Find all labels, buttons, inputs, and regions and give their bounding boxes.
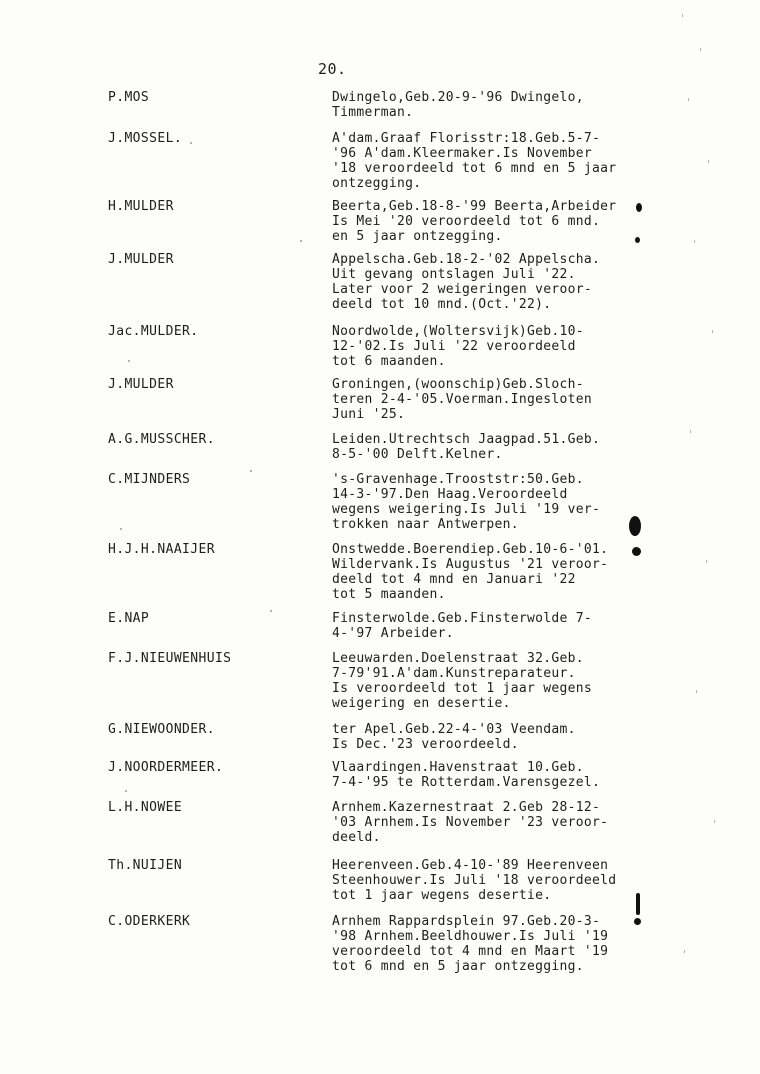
scan-speck <box>120 528 122 530</box>
scan-speck <box>700 48 701 51</box>
scan-speck <box>128 360 130 362</box>
entry-description <box>332 432 600 462</box>
scan-speck <box>714 820 715 823</box>
description-line: Leiden.Utrechtsch Jaagpad.51.Geb. <box>332 432 601 447</box>
scan-speck <box>696 690 697 693</box>
description-line: Arnhem.Kazernestraat 2.Geb 28-12- <box>332 800 601 815</box>
binding-mark <box>632 547 641 556</box>
description-line: Arnhem Rappardsplein 97.Geb.20-3- <box>332 914 601 929</box>
description-line: Juni '25. <box>332 407 406 422</box>
scan-speck <box>125 790 127 792</box>
description-line: Leeuwarden.Doelenstraat 32.Geb. <box>332 651 584 666</box>
description-line: Timmerman. <box>332 105 414 120</box>
description-line: Onstwedde.Boerendiep.Geb.10-6-'01. <box>332 542 609 557</box>
description-line: teren 2-4-'05.Voerman.Ingesloten <box>332 392 593 407</box>
description-line: deeld tot 4 mnd en Januari '22 <box>332 572 576 587</box>
entry-description <box>332 722 576 752</box>
entry-description <box>332 131 616 191</box>
description-line: Finsterwolde.Geb.Finsterwolde 7- <box>332 611 593 626</box>
scan-speck <box>706 560 707 563</box>
entry-description <box>332 914 608 974</box>
scan-speck <box>694 240 695 243</box>
description-line: Appelscha.Geb.18-2-'02 Appelscha. <box>332 252 601 267</box>
scan-speck <box>682 14 683 17</box>
entry-name: Th.NUIJEN <box>108 858 183 873</box>
scan-speck <box>708 160 709 163</box>
description-line: Groningen,(woonschip)Geb.Sloch- <box>332 377 584 392</box>
description-line: 14-3-'97.Den Haag.Veroordeeld <box>332 487 568 502</box>
description-line: wegens weigering.Is Juli '19 ver- <box>332 502 601 517</box>
description-line: Vlaardingen.Havenstraat 10.Geb. <box>332 760 584 775</box>
entry-name: A.G.MUSSCHER. <box>108 432 215 447</box>
scan-speck <box>250 470 252 472</box>
entry-name: J.NOORDERMEER. <box>108 760 224 775</box>
entry-description <box>332 760 600 790</box>
description-line: Dwingelo,Geb.20-9-'96 Dwingelo, <box>332 90 584 105</box>
binding-mark <box>636 893 640 915</box>
entry-description <box>332 472 600 532</box>
entry-name: E.NAP <box>108 611 150 626</box>
description-line: tot 1 jaar wegens desertie. <box>332 888 552 903</box>
description-line: deeld tot 10 mnd.(Oct.'22). <box>332 297 552 312</box>
entry-description <box>332 800 608 845</box>
binding-mark <box>634 918 641 925</box>
scan-speck <box>712 330 713 333</box>
entry-name: Jac.MULDER. <box>108 324 199 339</box>
scan-speck <box>690 430 691 433</box>
binding-mark <box>629 516 641 536</box>
entry-description <box>332 252 600 312</box>
binding-mark <box>635 237 640 243</box>
description-line: Later voor 2 weigeringen veroor- <box>332 282 593 297</box>
description-line: trokken naar Antwerpen. <box>332 517 519 532</box>
entry-name: J.MULDER <box>108 252 174 267</box>
scan-speck <box>190 142 192 144</box>
scan-speck <box>688 98 689 101</box>
scan-speck <box>300 240 302 242</box>
entry-name: C.ODERKERK <box>108 914 191 929</box>
entry-description <box>332 324 584 369</box>
entry-name: G.NIEWOONDER. <box>108 722 215 737</box>
description-line: 7-4-'95 te Rotterdam.Varensgezel. <box>332 775 601 790</box>
description-line: Is veroordeeld tot 1 jaar wegens <box>332 681 593 696</box>
description-line: Heerenveen.Geb.4-10-'89 Heerenveen <box>332 858 609 873</box>
description-line: Beerta,Geb.18-8-'99 Beerta,Arbeider <box>332 199 617 214</box>
entry-name: H.J.H.NAAIJER <box>108 542 215 557</box>
description-line: Is Mei '20 veroordeeld tot 6 mnd. <box>332 214 601 229</box>
entry-description <box>332 199 616 244</box>
entry-description <box>332 611 592 641</box>
entry-description <box>332 858 616 903</box>
scan-speck <box>270 610 272 612</box>
entry-name: F.J.NIEUWENHUIS <box>108 651 232 666</box>
description-line: Steenhouwer.Is Juli '18 veroordeeld <box>332 873 617 888</box>
description-line: 12-'02.Is Juli '22 veroordeeld <box>332 339 576 354</box>
entry-name: J.MULDER <box>108 377 174 392</box>
description-line: '03 Arnhem.Is November '23 veroor- <box>332 815 609 830</box>
page-number: 20. <box>318 60 347 78</box>
description-line: ter Apel.Geb.22-4-'03 Veendam. <box>332 722 576 737</box>
description-line: weigering en desertie. <box>332 696 511 711</box>
description-line: ontzegging. <box>332 176 422 191</box>
scan-speck <box>684 950 685 953</box>
entry-description <box>332 651 592 711</box>
description-line: 's-Gravenhage.Trooststr:50.Geb. <box>332 472 584 487</box>
description-line: Is Dec.'23 veroordeeld. <box>332 737 519 752</box>
description-line: tot 6 mnd en 5 jaar ontzegging. <box>332 959 584 974</box>
description-line: Uit gevang ontslagen Juli '22. <box>332 267 576 282</box>
description-line: tot 6 maanden. <box>332 354 446 369</box>
entry-description <box>332 377 592 422</box>
entry-name: C.MIJNDERS <box>108 472 191 487</box>
entry-description <box>332 90 584 120</box>
description-line: '98 Arnhem.Beeldhouwer.Is Juli '19 <box>332 929 609 944</box>
description-line: 7-79'91.A'dam.Kunstreparateur. <box>332 666 576 681</box>
description-line: 8-5-'00 Delft.Kelner. <box>332 447 503 462</box>
description-line: deeld. <box>332 830 381 845</box>
description-line: veroordeeld tot 4 mnd en Maart '19 <box>332 944 609 959</box>
description-line: Wildervank.Is Augustus '21 veroor- <box>332 557 609 572</box>
description-line: en 5 jaar ontzegging. <box>332 229 503 244</box>
entry-name: P.MOS <box>108 90 150 105</box>
entry-name: J.MOSSEL. <box>108 131 183 146</box>
description-line: tot 5 maanden. <box>332 587 446 602</box>
description-line: '96 A'dam.Kleermaker.Is November <box>332 146 593 161</box>
entry-description <box>332 542 608 602</box>
entry-name: H.MULDER <box>108 199 174 214</box>
description-line: '18 veroordeeld tot 6 mnd en 5 jaar <box>332 161 617 176</box>
description-line: A'dam.Graaf Florisstr:18.Geb.5-7- <box>332 131 601 146</box>
entry-name: L.H.NOWEE <box>108 800 183 815</box>
binding-mark <box>636 203 642 212</box>
description-line: Noordwolde,(Woltersvijk)Geb.10- <box>332 324 584 339</box>
description-line: 4-'97 Arbeider. <box>332 626 454 641</box>
